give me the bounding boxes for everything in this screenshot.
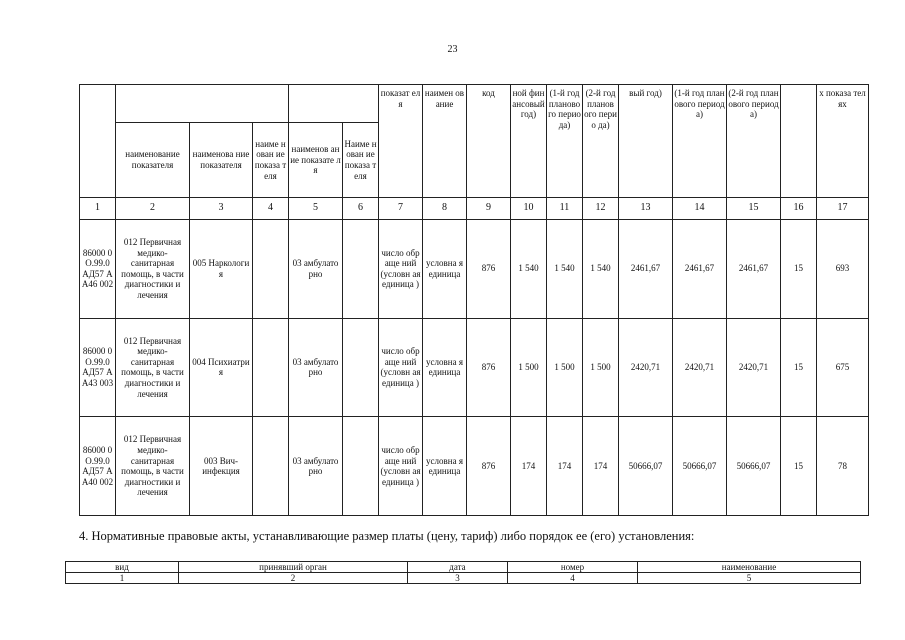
header-value-p2: (2-й год планового периода) — [727, 85, 781, 198]
header-cell-16 — [781, 85, 817, 198]
row-unit: условна я единица — [423, 219, 467, 318]
row-v13: 50666,07 — [619, 417, 673, 516]
indicators-table — [79, 84, 869, 516]
colnum-cell: 4 — [253, 197, 289, 219]
row-profile: 005 Наркологи я — [190, 219, 253, 318]
row-v10: 1 540 — [511, 219, 547, 318]
row-indicator: число обраще ний (условн ая единица ) — [379, 417, 423, 516]
row-profile: 003 Вич-инфекция — [190, 417, 253, 516]
colnum-cell: 8 — [423, 197, 467, 219]
row-v17: 693 — [817, 219, 869, 318]
colnum-cell: 13 — [619, 197, 673, 219]
row-service: 012 Первичная медико-санитарная помощь, в части диагностики и лечения — [116, 417, 190, 516]
row-v13: 2420,71 — [619, 318, 673, 417]
table-row — [80, 318, 869, 417]
row-okei: 876 — [467, 318, 511, 417]
acts-header-authority: принявший орган — [179, 562, 408, 573]
colnum-cell: 15 — [727, 197, 781, 219]
row-v15: 2420,71 — [727, 318, 781, 417]
row-v16: 15 — [781, 318, 817, 417]
header-value-current: вый год) — [619, 85, 673, 198]
colnum-cell: 2 — [116, 197, 190, 219]
header-last: х показа телях — [817, 85, 869, 198]
acts-colnum: 4 — [508, 573, 638, 584]
row-col4 — [253, 417, 289, 516]
header-sub-6: Наиме нован ие показа теля — [343, 123, 379, 198]
header-value-p1: (1-й год планового периода) — [673, 85, 727, 198]
row-indicator: число обраще ний (условн ая единица ) — [379, 219, 423, 318]
row-v14: 2420,71 — [673, 318, 727, 417]
row-okei: 876 — [467, 417, 511, 516]
row-form: 03 амбулато рно — [289, 318, 343, 417]
row-form: 03 амбулато рно — [289, 417, 343, 516]
row-service: 012 Первичная медико-санитарная помощь, в части диагностики и лечения — [116, 318, 190, 417]
table-row — [80, 417, 869, 516]
row-v10: 1 500 — [511, 318, 547, 417]
header-year-p1: (1-й год планового перио да) — [547, 85, 583, 198]
colnum-cell: 16 — [781, 197, 817, 219]
row-v15: 50666,07 — [727, 417, 781, 516]
row-v12: 1 540 — [583, 219, 619, 318]
acts-numbers-row — [66, 573, 861, 584]
row-v14: 2461,67 — [673, 219, 727, 318]
colnum-cell: 7 — [379, 197, 423, 219]
header-cell-1 — [80, 85, 116, 198]
acts-header-date: дата — [408, 562, 508, 573]
acts-header-row — [66, 562, 861, 573]
header-group-content — [116, 85, 289, 123]
row-v16: 15 — [781, 219, 817, 318]
colnum-cell: 11 — [547, 197, 583, 219]
header-year-current: ной финансовый год) — [511, 85, 547, 198]
table-row — [80, 219, 869, 318]
row-v11: 1 500 — [547, 318, 583, 417]
row-v11: 1 540 — [547, 219, 583, 318]
header-year-p2: (2-й год планов ого перио да) — [583, 85, 619, 198]
row-v12: 1 500 — [583, 318, 619, 417]
page-number: 23 — [447, 44, 458, 55]
acts-colnum: 5 — [638, 573, 861, 584]
header-group-conditions — [289, 85, 379, 123]
column-numbers-row — [80, 197, 869, 219]
header-unit-name: наимен ование — [423, 85, 467, 198]
colnum-cell: 6 — [343, 197, 379, 219]
colnum-cell: 9 — [467, 197, 511, 219]
row-v17: 78 — [817, 417, 869, 516]
header-indicator: показат еля — [379, 85, 423, 198]
row-col6 — [343, 417, 379, 516]
row-col6 — [343, 219, 379, 318]
row-col4 — [253, 318, 289, 417]
acts-header-number: номер — [508, 562, 638, 573]
row-code: 86000 0 О.99.0 АД57 АА46 002 — [80, 219, 116, 318]
row-code: 86000 0 О.99.0 АД57 АА43 003 — [80, 318, 116, 417]
colnum-cell: 3 — [190, 197, 253, 219]
header-sub-2: наименование показателя — [116, 123, 190, 198]
colnum-cell: 12 — [583, 197, 619, 219]
colnum-cell: 1 — [80, 197, 116, 219]
colnum-cell: 10 — [511, 197, 547, 219]
row-code: 86000 0 О.99.0 АД57 АА40 002 — [80, 417, 116, 516]
row-v14: 50666,07 — [673, 417, 727, 516]
header-row-top — [80, 85, 869, 123]
row-v12: 174 — [583, 417, 619, 516]
row-form: 03 амбулато рно — [289, 219, 343, 318]
header-sub-5: наименов ание показате ля — [289, 123, 343, 198]
row-indicator: число обраще ний (условн ая единица ) — [379, 318, 423, 417]
row-profile: 004 Психиатри я — [190, 318, 253, 417]
acts-header-title: наименование — [638, 562, 861, 573]
acts-colnum: 1 — [66, 573, 179, 584]
row-v17: 675 — [817, 318, 869, 417]
acts-header-type: вид — [66, 562, 179, 573]
colnum-cell: 17 — [817, 197, 869, 219]
row-v15: 2461,67 — [727, 219, 781, 318]
section-4-title: 4. Нормативные правовые акты, устанавливающие размер платы (цену, тариф) либо порядок ее (его) установления: — [79, 529, 695, 543]
acts-colnum: 3 — [408, 573, 508, 584]
row-col6 — [343, 318, 379, 417]
row-v13: 2461,67 — [619, 219, 673, 318]
legal-acts-table — [65, 561, 861, 584]
row-unit: условна я единица — [423, 417, 467, 516]
acts-colnum: 2 — [179, 573, 408, 584]
row-v11: 174 — [547, 417, 583, 516]
row-v16: 15 — [781, 417, 817, 516]
colnum-cell: 14 — [673, 197, 727, 219]
row-col4 — [253, 219, 289, 318]
row-v10: 174 — [511, 417, 547, 516]
row-service: 012 Первичная медико-санитарная помощь, в части диагностики и лечения — [116, 219, 190, 318]
header-code: код — [467, 85, 511, 198]
header-sub-4: наиме нован ие показа теля — [253, 123, 289, 198]
row-okei: 876 — [467, 219, 511, 318]
row-unit: условна я единица — [423, 318, 467, 417]
colnum-cell: 5 — [289, 197, 343, 219]
header-sub-3: наименова ние показателя — [190, 123, 253, 198]
